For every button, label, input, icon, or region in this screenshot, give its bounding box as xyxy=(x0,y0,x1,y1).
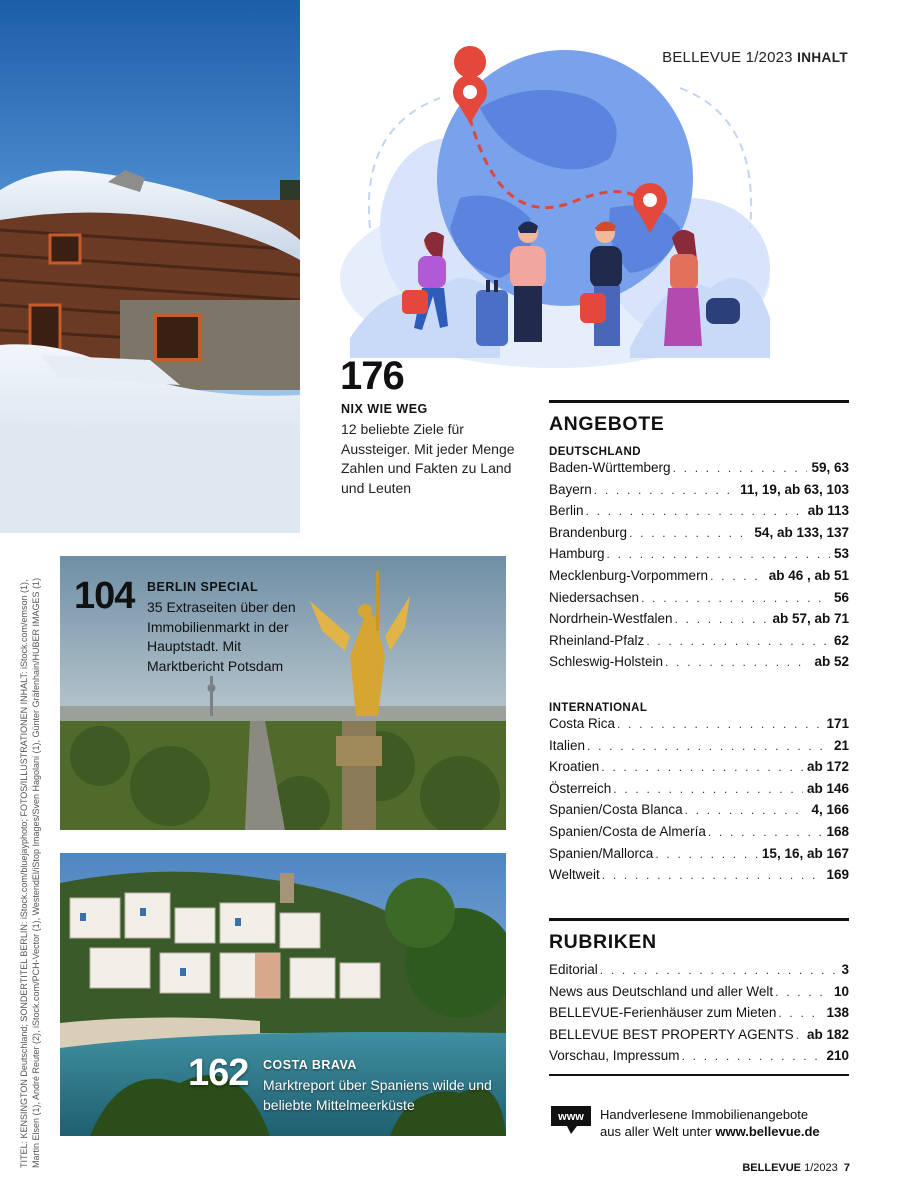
section-divider xyxy=(549,918,849,921)
feature-title: COSTA BRAVA xyxy=(263,1058,357,1072)
toc-entry-pages: 21 xyxy=(833,737,849,753)
toc-entry-label: Bayern xyxy=(549,481,592,497)
section-divider xyxy=(549,1074,849,1076)
feature-teaser: Marktreport über Spaniens wilde und beliebte Mittelmeerküste xyxy=(263,1077,492,1113)
toc-entry-label: Baden-Württemberg xyxy=(549,460,671,475)
website-note-line: Handverlesene Immobilienangebote xyxy=(600,1107,809,1122)
dot-leader xyxy=(587,739,830,753)
dot-leader xyxy=(600,963,838,977)
dot-leader xyxy=(586,504,804,518)
toc-entry-label: BELLEVUE-Ferienhäuser zum Mieten xyxy=(549,1005,777,1021)
feature-title: BERLIN SPECIAL xyxy=(147,580,259,594)
toc-entry-label: Österreich xyxy=(549,780,612,796)
toc-entry[interactable] xyxy=(549,846,849,868)
toc-entry-label: Weltweit xyxy=(549,867,600,883)
travelers-globe-illustration xyxy=(330,28,780,378)
toc-entry-label: Editorial xyxy=(549,962,598,977)
toc-entry-pages: 54, ab 133, 137 xyxy=(754,524,849,540)
toc-entry[interactable] xyxy=(549,984,849,1006)
toc-entry-pages: ab 113 xyxy=(807,503,849,519)
toc-angebote xyxy=(549,400,849,889)
toc-entry-pages: 3 xyxy=(841,962,849,977)
www-icon-label: www xyxy=(558,1111,584,1123)
dot-leader xyxy=(673,461,808,475)
dot-leader xyxy=(796,1028,803,1042)
toc-entry[interactable] xyxy=(549,525,849,547)
page-footer xyxy=(742,1162,850,1174)
section-title: RUBRIKEN xyxy=(549,931,657,953)
dot-leader xyxy=(682,1049,823,1063)
dot-leader xyxy=(685,803,808,817)
toc-entry-pages: 59, 63 xyxy=(811,460,849,475)
toc-entry-pages: ab 172 xyxy=(806,759,849,775)
toc-entry-label: Spanien/Costa Blanca xyxy=(549,802,683,818)
credits-line: Martin Elsen (1), André Reuter (2), iStock.com/PCH-Vector (1), WestendEl/iStop Images/Sven Hagolani (1), Günter Gräfenhain/HUBER IMAGES (1) xyxy=(31,577,41,1168)
feature-title: NIX WIE WEG xyxy=(341,402,428,416)
footer-issue: 1/2023 xyxy=(804,1162,838,1174)
toc-entry[interactable] xyxy=(549,568,849,590)
toc-list-international xyxy=(549,716,849,889)
toc-entry-label: Spanien/Costa de Almería xyxy=(549,823,706,839)
website-note xyxy=(600,1106,820,1140)
toc-entry-pages: ab 182 xyxy=(806,1026,849,1042)
toc-entry-label: Schleswig-Holstein xyxy=(549,654,664,670)
subsection-title: INTERNATIONAL xyxy=(549,701,648,714)
toc-entry-pages: 138 xyxy=(826,1005,849,1021)
toc-entry[interactable] xyxy=(549,1027,849,1049)
toc-entry-pages: 62 xyxy=(833,632,849,648)
feature-page-number: 176 xyxy=(340,354,404,398)
dot-leader xyxy=(617,717,822,731)
toc-entry-pages: 53 xyxy=(833,546,849,562)
toc-entry-label: Brandenburg xyxy=(549,524,628,540)
toc-entry-pages: 11, 19, ab 63, 103 xyxy=(740,481,849,497)
toc-entry[interactable] xyxy=(549,716,849,738)
toc-entry-label: Italien xyxy=(549,737,586,753)
toc-entry[interactable] xyxy=(549,802,849,824)
dot-leader xyxy=(775,985,830,999)
page-number: 7 xyxy=(843,1162,850,1174)
section-title: ANGEBOTE xyxy=(549,413,665,435)
toc-entry-pages: ab 57, ab 71 xyxy=(772,611,849,627)
toc-entry-label: Costa Rica xyxy=(549,715,616,731)
toc-list-rubriken xyxy=(549,962,849,1070)
dot-leader xyxy=(675,612,769,626)
toc-entry[interactable] xyxy=(549,590,849,612)
dot-leader xyxy=(708,825,823,839)
toc-entry-pages: 171 xyxy=(826,715,849,731)
toc-entry[interactable] xyxy=(549,633,849,655)
toc-entry-label: Berlin xyxy=(549,503,584,519)
toc-entry[interactable] xyxy=(549,1048,849,1070)
toc-entry-pages: 4, 166 xyxy=(811,802,849,818)
toc-entry[interactable] xyxy=(549,482,849,504)
toc-entry-label: News aus Deutschland und aller Welt xyxy=(549,983,774,999)
toc-entry-pages: 10 xyxy=(833,983,849,999)
toc-entry-label: Nordrhein-Westfalen xyxy=(549,611,673,627)
subsection-title: DEUTSCHLAND xyxy=(549,446,641,458)
snowy-cabin-photo xyxy=(0,0,300,533)
dot-leader xyxy=(601,760,803,774)
dot-leader xyxy=(778,1006,822,1020)
toc-entry-pages: 15, 16, ab 167 xyxy=(761,845,849,861)
toc-entry[interactable] xyxy=(549,759,849,781)
dot-leader xyxy=(629,526,750,540)
toc-entry-pages: ab 52 xyxy=(814,654,849,670)
toc-list-deutschland xyxy=(549,460,849,676)
magazine-issue: BELLEVUE 1/2023 xyxy=(662,49,793,66)
section-divider xyxy=(549,400,849,403)
toc-entry[interactable] xyxy=(549,611,849,633)
photo-credits xyxy=(18,577,42,1168)
feature-page-number: 162 xyxy=(188,1052,249,1094)
toc-entry-pages: 169 xyxy=(826,867,849,883)
toc-entry-label: Vorschau, Impressum xyxy=(549,1048,680,1064)
toc-entry-pages: ab 46 , ab 51 xyxy=(768,567,849,583)
dot-leader xyxy=(607,547,830,561)
toc-entry-label: BELLEVUE BEST PROPERTY AGENTS xyxy=(549,1026,794,1042)
www-speech-bubble-icon xyxy=(549,1104,593,1136)
dot-leader xyxy=(641,591,830,605)
credits-line: TITEL: KENSINGTON Deutschland; SONDERTITEL BERLIN: iStock.com/bluejayphoto; FOTOS/ILLUSTRATIONEN INHALT: iStock.com/emson (1), xyxy=(19,579,29,1168)
feature-teaser: 12 beliebte Ziele für Aussteiger. Mit jeder Menge Zahlen und Fakten zu Land und Leuten xyxy=(341,421,515,496)
feature-page-number: 104 xyxy=(74,575,135,617)
website-note-prefix: aus aller Welt unter xyxy=(600,1124,716,1139)
dot-leader xyxy=(655,847,758,861)
toc-entry[interactable] xyxy=(549,460,849,482)
toc-rubriken xyxy=(549,918,849,1076)
toc-entry-label: Kroatien xyxy=(549,759,600,775)
dot-leader xyxy=(594,483,736,497)
website-link[interactable]: www.bellevue.de xyxy=(715,1124,820,1139)
toc-entry[interactable] xyxy=(549,962,849,984)
footer-brand: BELLEVUE xyxy=(742,1162,802,1174)
toc-entry-pages: 56 xyxy=(833,589,849,605)
dot-leader xyxy=(665,655,810,669)
toc-entry-pages: 210 xyxy=(826,1048,849,1064)
toc-entry-label: Niedersachsen xyxy=(549,589,640,605)
dot-leader xyxy=(602,868,823,882)
section-label: INHALT xyxy=(797,50,848,65)
toc-entry[interactable] xyxy=(549,546,849,568)
toc-entry[interactable] xyxy=(549,654,849,676)
toc-entry-label: Hamburg xyxy=(549,546,605,562)
toc-entry-label: Spanien/Mallorca xyxy=(549,845,654,861)
toc-entry[interactable] xyxy=(549,738,849,760)
toc-entry-pages: 168 xyxy=(826,823,849,839)
toc-entry[interactable] xyxy=(549,503,849,525)
toc-entry[interactable] xyxy=(549,867,849,889)
dot-leader xyxy=(613,782,803,796)
toc-entry[interactable] xyxy=(549,781,849,803)
toc-entry[interactable] xyxy=(549,824,849,846)
toc-entry-label: Rheinland-Pfalz xyxy=(549,632,645,648)
dot-leader xyxy=(710,569,765,583)
toc-entry-pages: ab 146 xyxy=(806,780,849,796)
toc-entry-label: Mecklenburg-Vorpommern xyxy=(549,567,709,583)
dot-leader xyxy=(646,634,830,648)
feature-teaser: 35 Extraseiten über den Immobilienmarkt in der Hauptstadt. Mit Marktbericht Potsdam xyxy=(147,599,296,674)
toc-entry[interactable] xyxy=(549,1005,849,1027)
